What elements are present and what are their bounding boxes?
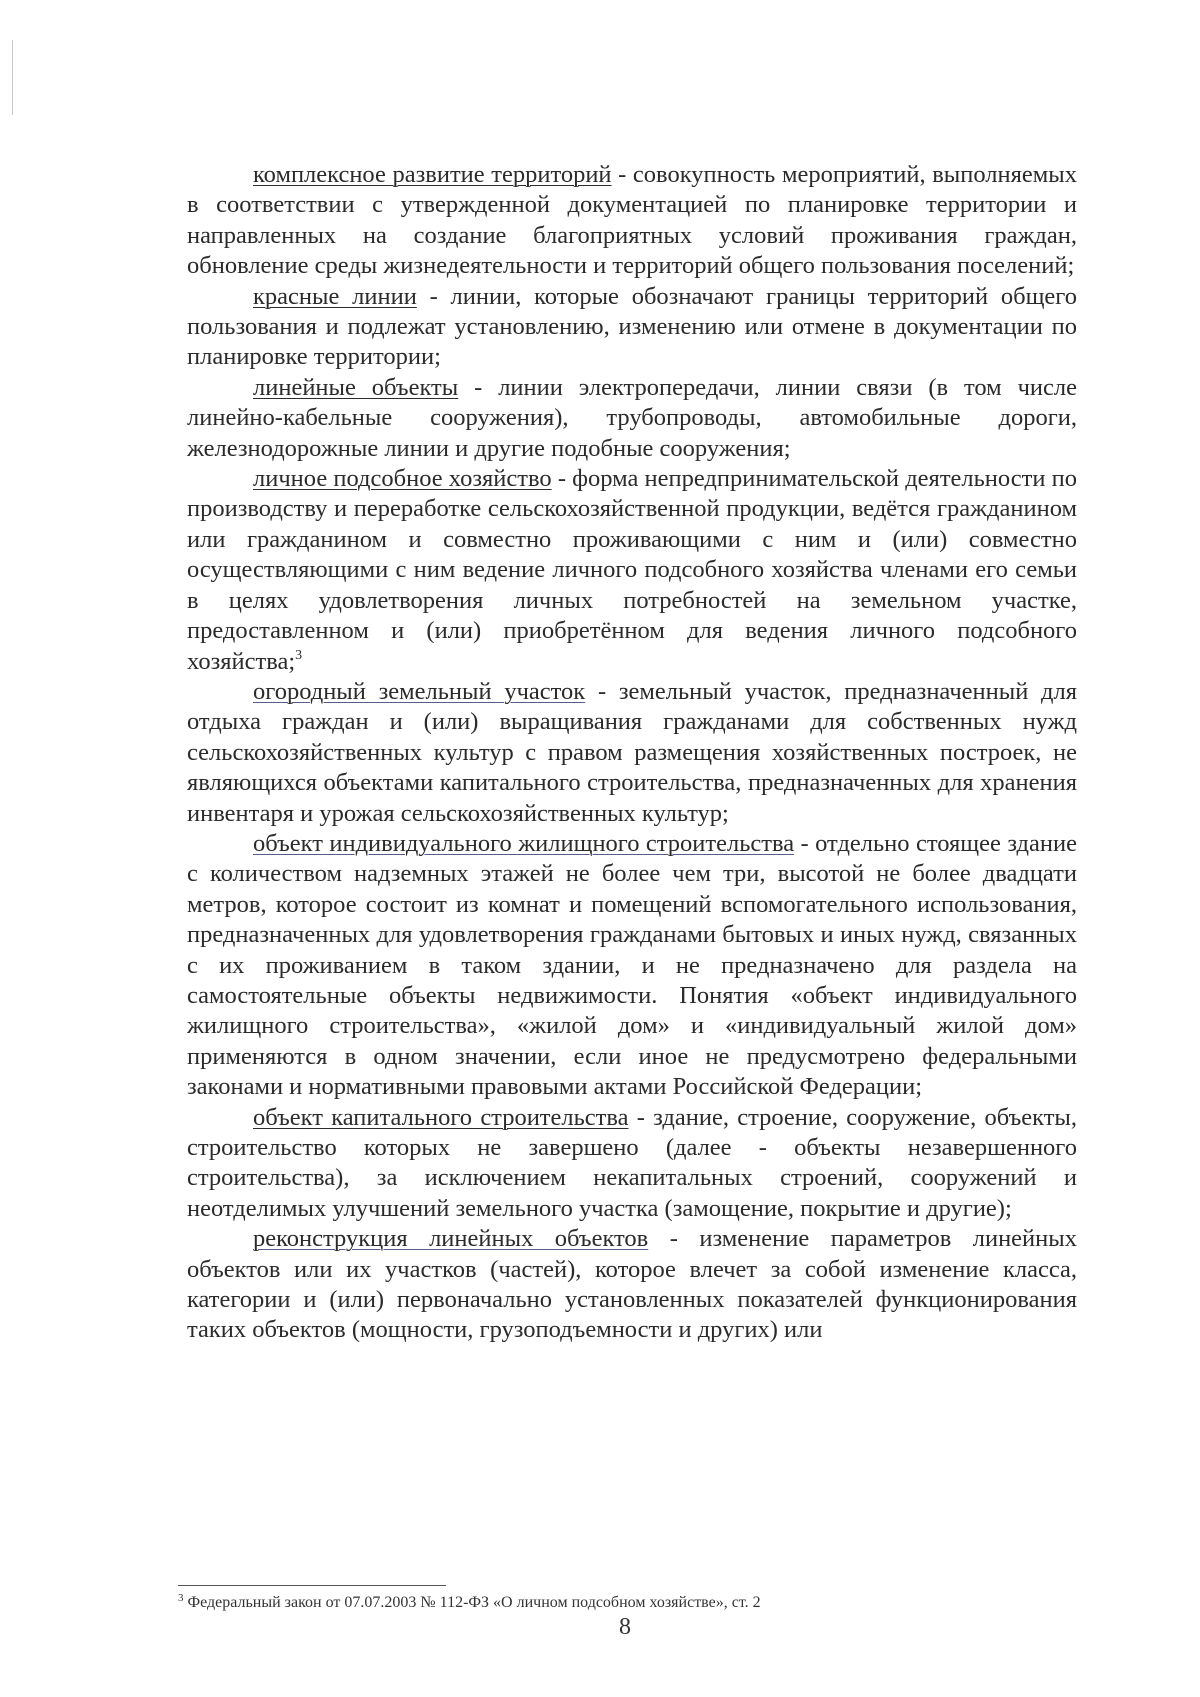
definition-paragraph (187, 1224, 1077, 1346)
definition-term: красные линии (253, 282, 417, 310)
definition-text: - форма непредпринимательской деятельности по производству и переработке сельскохозяйственной продукции, ведётся гражданином или гражданином и совместно проживающими с ним и (или) совместно осуществляющими с ним ведение личного подсобного хозяйства членами его семьи в целях удовлетворения личных потребностей на земельном участке, предоставленном и (или) приобретённом для ведения личного подсобного хозяйства; (187, 465, 1077, 675)
definition-text: - земельный участок, предназначенный для отдыха граждан и (или) выращивания гражданами для собственных нужд сельскохозяйственных культур с правом размещения хозяйственных построек, не являющихся объектами капитального строительства, предназначенных для хранения инвентаря и урожая сельскохозяйственных культур; (187, 677, 1077, 827)
page-number: 8 (619, 1614, 631, 1640)
definition-text: - отдельно стоящее здание с количеством надземных этажей не более чем три, высотой не более двадцати метров, которое состоит из комнат и помещений вспомогательного использования, предназначенных для удовлетворения гражданами бытовых и иных нужд, связанных с их проживанием в таком здании, и не предназначено для раздела на самостоятельные объекты недвижимости. Понятия «объект индивидуального жилищного строительства», «жилой дом» и «индивидуальный жилой дом» применяются в одном значении, если иное не предусмотрено федеральными законами и нормативными правовыми актами Российской Федерации; (187, 829, 1077, 1101)
definition-text: - совокупность мероприятий, выполняемых в соответствии с утвержденной документацией по планировке территории и направленных на создание благоприятных условий проживания граждан, обновление среды жизнедеятельности и территорий общего пользования поселений; (187, 161, 1077, 280)
definition-term: линейные объекты (253, 373, 459, 401)
footnote-divider (178, 1585, 446, 1586)
footnote-text: Федеральный закон от 07.07.2003 № 112-ФЗ «О личном подсобном хозяйстве», ст. 2 (183, 1594, 761, 1611)
definition-text: - здание, строение, сооружение, объекты, строительство которых не завершено (далее - объекты незавершенного строительства), за исключением некапитальных строений, сооружений и неотделимых улучшений земельного участка (замощение, покрытие и другие); (187, 1103, 1077, 1222)
definition-paragraph (187, 1103, 1077, 1225)
definition-paragraph (187, 282, 1077, 373)
definition-paragraph (187, 464, 1077, 677)
definition-term: личное подсобное хозяйство (253, 465, 552, 493)
definition-term: реконструкция линейных объектов (253, 1225, 649, 1253)
definition-paragraph (187, 373, 1077, 464)
definition-text: - изменение параметров линейных объектов или их участков (частей), которое влечет за собой изменение класса, категории и (или) первоначально установленных показателей функционирования таких объектов (мощности, грузоподъемности и других) или (187, 1225, 1077, 1344)
definition-paragraph (187, 829, 1077, 1103)
definition-term: комплексное развитие территорий (253, 161, 612, 188)
definition-term: огородный земельный участок (253, 677, 586, 705)
definition-text: - линии, которые обозначают границы территорий общего пользования и подлежат установлению, изменению или отмене в документации по планировке территории; (187, 282, 1077, 371)
definition-paragraph (187, 677, 1077, 829)
footnote (178, 1593, 1078, 1613)
definitions-body (187, 160, 1077, 1346)
definition-term: объект капитального строительства (253, 1103, 629, 1131)
scan-edge-mark (12, 40, 13, 115)
definition-term: объект индивидуального жилищного строительства (253, 829, 795, 857)
definition-text: - линии электропередачи, линии связи (в том числе линейно-кабельные сооружения), трубопроводы, автомобильные дороги, железнодорожные линии и другие подобные сооружения; (187, 373, 1077, 462)
footnote-number: 3 (178, 1592, 184, 1604)
definition-paragraph (187, 160, 1077, 282)
footnote-reference: 3 (295, 647, 303, 663)
